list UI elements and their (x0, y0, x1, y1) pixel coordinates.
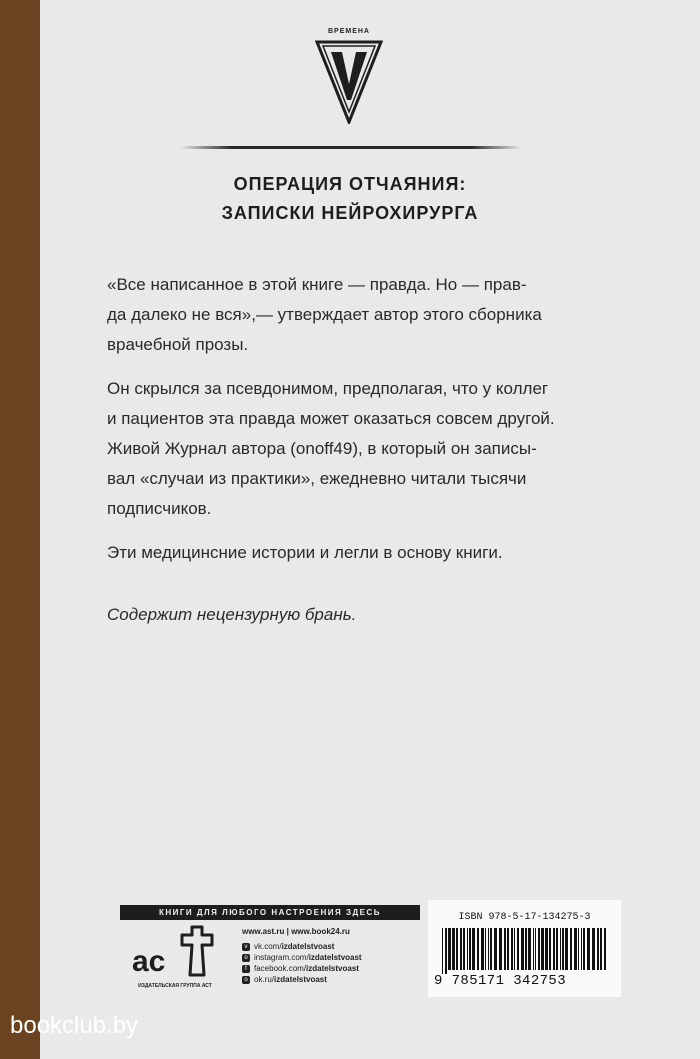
barcode-bar (583, 928, 585, 970)
barcode-bar (565, 928, 568, 970)
barcode-bar (528, 928, 531, 970)
barcode-bar (442, 928, 443, 974)
barcode-bar (467, 928, 468, 970)
p2-line-4: вал «случаи из практики», ежедневно читали тысячи (107, 469, 527, 488)
p2-line-5: подписчиков. (107, 499, 212, 518)
title-line-1: ОПЕРАЦИЯ ОТЧАЯНИЯ: (233, 174, 467, 194)
barcode-bar (511, 928, 513, 970)
barcode-bar (560, 928, 561, 970)
barcode-bar (578, 928, 579, 970)
barcode-bar (472, 928, 475, 970)
barcode-bar (452, 928, 455, 970)
barcode-bar (521, 928, 524, 970)
barcode-bar (445, 928, 447, 974)
publisher-sites[interactable]: www.ast.ru | www.book24.ru (242, 927, 350, 936)
barcode-bar (490, 928, 492, 970)
book-spine (0, 0, 40, 1059)
p2-line-1: Он скрылся за псевдонимом, предполагая, что у коллег (107, 379, 549, 398)
p1-line-2: да далеко не вся»,— утверждает автор этого сборника (107, 305, 542, 324)
title-line-2: ЗАПИСКИ НЕЙРОХИРУРГА (221, 203, 479, 223)
barcode-bar (587, 928, 590, 970)
barcode-bar (541, 928, 544, 970)
barcode-bar (504, 928, 506, 970)
social-link-ok[interactable]: o ok.ru/ izdatelstvoast (242, 974, 362, 985)
barcode-bars (442, 928, 608, 974)
barcode-bar (533, 928, 534, 970)
book-title (100, 170, 600, 228)
p1-line-3: врачебной прозы. (107, 335, 249, 354)
barcode-bar (481, 928, 484, 970)
barcode-bar (600, 928, 602, 970)
barcode-bar (517, 928, 519, 970)
barcode-bar (597, 928, 599, 970)
divider-rule (180, 146, 522, 149)
v-triangle-icon (315, 38, 383, 124)
barcode-bar (538, 928, 540, 970)
barcode-bar (469, 928, 471, 970)
watermark: bookclub.by (10, 1012, 139, 1039)
barcode-bar (549, 928, 551, 970)
barcode-bar (485, 928, 486, 970)
logo-caption: ВРЕМЕНА (327, 28, 370, 35)
content-warning: Содержит нецензурную брань. (107, 605, 357, 624)
p1-line-1: «Все написанное в этой книге — правда. Но — прав- (107, 275, 527, 294)
barcode-bar (460, 928, 462, 970)
barcode-bar (545, 928, 548, 970)
ast-logo-icon (130, 925, 220, 981)
publisher-block (120, 925, 420, 995)
barcode-bar (570, 928, 572, 970)
vk-icon: v (242, 943, 250, 951)
barcode-bar (592, 928, 595, 970)
barcode-bar (499, 928, 502, 970)
barcode-bar (507, 928, 509, 970)
social-link-vk[interactable]: v vk.com/ izdatelstvoast (242, 941, 362, 952)
barcode-bar (604, 928, 606, 970)
barcode-bar (562, 928, 564, 970)
barcode-bar (553, 928, 555, 970)
facebook-icon: f (242, 965, 250, 973)
barcode-bar (448, 928, 451, 970)
isbn-number: ISBN 978-5-17-134275-3 (458, 912, 591, 923)
vremena-logo (311, 28, 387, 128)
svg-text:ac: ac (132, 945, 166, 978)
social-link-instagram[interactable]: o instagram.com/ izdatelstvoast (242, 952, 362, 963)
social-links (242, 941, 362, 985)
p3-line-1: Эти медицинсние истории и легли в основу книги. (107, 543, 503, 562)
barcode-bar (463, 928, 465, 970)
p2-line-2: и пациентов эта правда может оказаться совсем другой. (107, 409, 555, 428)
ok-icon: o (242, 976, 250, 984)
barcode-bar (581, 928, 582, 970)
annotation-text (107, 270, 597, 568)
barcode-bar (556, 928, 558, 970)
ast-caption: ИЗДАТЕЛЬСКАЯ ГРУППА АСТ (138, 983, 212, 989)
barcode-bar (494, 928, 497, 970)
barcode-bar (477, 928, 479, 970)
barcode-bar (488, 928, 489, 970)
social-link-facebook[interactable]: f facebook.com/ izdatelstvoast (242, 963, 362, 974)
barcode-bar (456, 928, 458, 970)
barcode-box (428, 900, 621, 997)
barcode-bar (535, 928, 536, 970)
barcode-bar (574, 928, 577, 970)
instagram-icon: o (242, 954, 250, 962)
barcode-bar (525, 928, 527, 970)
publisher-tagline: КНИГИ ДЛЯ ЛЮБОГО НАСТРОЕНИЯ ЗДЕСЬ (120, 905, 420, 920)
p2-line-3: Живой Журнал автора (onoff49), в который он записы- (107, 439, 537, 458)
barcode-bar (514, 928, 515, 970)
ean-digits: 9 785171 342753 (434, 973, 567, 989)
